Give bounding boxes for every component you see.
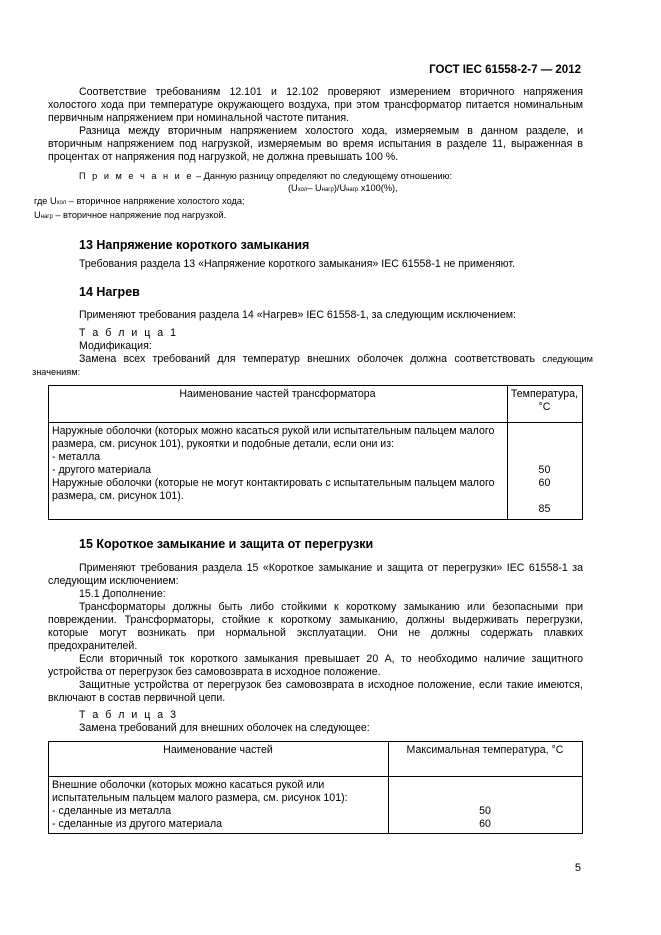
note-formula: (Uхол– Uнагр)/Uнагр х100(%), bbox=[288, 182, 398, 193]
section-15-paragraph-3: Трансформаторы должны быть либо стойкими к короткому замыканию или безопасными при повреждении. Трансформаторы, стойкие к короткому замыканию, должны выдерживать перегрузки, которые могут возникать при нормальной эксплуатации. Они не должны содержать плавких предохранителей. bbox=[48, 601, 583, 652]
table-3-row-text-3: - сделанные из другого материала bbox=[52, 818, 223, 830]
note-where-2: Uнагр – вторичное напряжение под нагрузкой. bbox=[34, 209, 227, 220]
section-14-title: 14 Нагрев bbox=[79, 285, 140, 299]
table-1-values-cell bbox=[507, 423, 582, 520]
table-1-row-text-4: Наружные оболочки (которые не могут контактировать с испытательным пальцем малого размера, см. рисунок 101). bbox=[52, 477, 495, 502]
section-15-paragraph-4: Если вторичный ток короткого замыкания превышает 20 А, то необходимо наличие защитного устройства от перегрузок без самовозврата в исходное положение. bbox=[48, 653, 583, 678]
intro-paragraph-1: Соответствие требованиям 12.101 и 12.102 проверяют измерением вторичного напряжения холостого хода при температуре окружающего воздуха, при этом трансформатор питается номинальным первичным напряжением при номинальной частоте питания. bbox=[48, 86, 583, 124]
section-15-paragraph-5: Защитные устройства от перегрузок без самовозврата в исходное положение, если такие имеются, включают в состав первичной цепи. bbox=[48, 679, 583, 704]
table-1-header-parts: Наименование частей трансформатора bbox=[49, 386, 508, 423]
table-3-row-text-1: Внешние оболочки (которых можно касаться рукой или испытательным пальцем малого размера, см. рисунок 101): bbox=[52, 779, 348, 804]
table-1-row-text-1: Наружные оболочки (которых можно касаться рукой или испытательным пальцем малого размера, см. рисунок 101), рукоятки и подобные детали, если они из: bbox=[52, 425, 495, 450]
table-1-value-3: 85 bbox=[538, 503, 551, 515]
section-14-text: Применяют требования раздела 14 «Нагрев» IEC 61558-1, за следующим исключением: bbox=[79, 309, 516, 321]
table-1-replace-text: Замена всех требований для температур внешних оболочек должна соответствовать следующим значениям: bbox=[32, 353, 593, 377]
table-3-parts-cell bbox=[49, 777, 389, 834]
section-13-text: Требования раздела 13 «Напряжение короткого замыкания» IEC 61558-1 не применяют. bbox=[79, 258, 516, 270]
note-label: П р и м е ч а н и е bbox=[79, 171, 194, 181]
note-block bbox=[34, 171, 583, 223]
table-3 bbox=[48, 741, 583, 834]
table-1 bbox=[48, 385, 583, 520]
section-15-paragraph-1: Применяют требования раздела 15 «Короткое замыкание и защита от перегрузки» IEC 61558-1 за следующим исключением: bbox=[48, 562, 583, 587]
table-row bbox=[49, 386, 583, 423]
section-13-title: 13 Напряжение короткого замыкания bbox=[79, 238, 310, 252]
table-3-value-1: 50 bbox=[479, 805, 491, 817]
table-3-header-temperature: Максимальная температура, °С bbox=[389, 742, 583, 777]
table-1-parts-cell bbox=[49, 423, 508, 520]
table-3-header-parts: Наименование частей bbox=[49, 742, 389, 777]
section-15-paragraph-2: 15.1 Дополнение: bbox=[79, 588, 166, 600]
table-3-replace-text: Замена требований для внешних оболочек на следующее: bbox=[79, 722, 370, 734]
table-1-label: Т а б л и ц а 1 bbox=[79, 327, 178, 339]
document-body bbox=[32, 86, 593, 834]
table-1-row-text-3: - другого материала bbox=[52, 464, 152, 476]
note-text: – Данную разницу определяют по следующему отношению: bbox=[193, 171, 453, 181]
table-3-values-cell bbox=[389, 777, 583, 834]
table-1-row-text-2: - металла bbox=[52, 451, 101, 463]
table-3-value-2: 60 bbox=[479, 818, 491, 830]
table-1-value-1: 50 bbox=[538, 464, 551, 476]
table-row bbox=[49, 777, 583, 834]
page-number: 5 bbox=[574, 862, 581, 874]
table-1-header-temperature: Температура,°С bbox=[507, 386, 582, 423]
table-1-modification: Модификация: bbox=[79, 340, 152, 352]
section-15-title: 15 Короткое замыкание и защита от перегрузки bbox=[79, 537, 374, 551]
table-row bbox=[49, 742, 583, 777]
intro-paragraph-2: Разница между вторичным напряжением холостого хода, измеряемым в данном разделе, и вторичным напряжением под нагрузкой, измеряемым во время испытания в разделе 11, выраженная в процентах от напряжения под нагрузкой, не должна превышать 100 %. bbox=[48, 125, 583, 163]
document-code-header: ГОСТ IEC 61558-2-7 — 2012 bbox=[429, 64, 581, 76]
table-3-row-text-2: - сделанные из металла bbox=[52, 805, 172, 817]
note-where-1: где Uхол – вторичное напряжение холостого хода; bbox=[34, 196, 245, 206]
table-3-label: Т а б л и ц а 3 bbox=[79, 709, 178, 721]
table-row bbox=[49, 423, 583, 520]
table-1-value-2: 60 bbox=[538, 477, 551, 489]
